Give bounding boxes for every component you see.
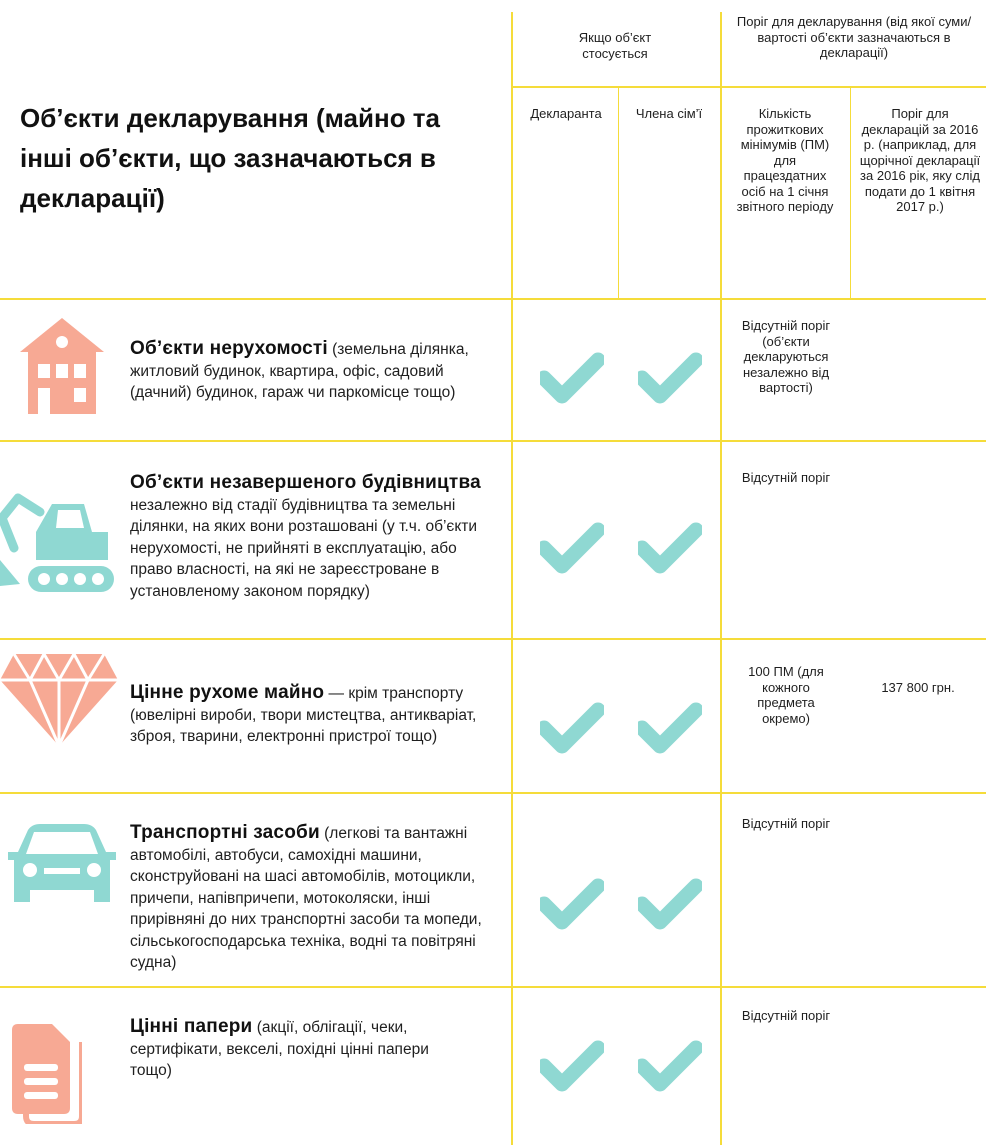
declarant-check-icon [540, 1040, 604, 1092]
header-col-pm: Кількість прожиткових мінімумів (ПМ) для працездатних осіб на 1 січня звітного періоду [736, 106, 834, 214]
family-check-icon [638, 878, 702, 930]
family-check-icon [638, 702, 702, 754]
grid-hline-2 [0, 638, 986, 640]
document-icon [12, 1024, 82, 1124]
header-col-2016: Поріг для декларацій за 2016 р. (наприклад, для щорічної декларації за 2016 рік, яку слід подати до 1 квітня 2017 р.) [859, 106, 981, 214]
row-securities-text [130, 1016, 430, 1082]
row-valuables-text [130, 682, 502, 748]
header-if-object-relates: Якщо об’єкт стосується [578, 30, 652, 61]
grid-hline-4 [0, 986, 986, 988]
header-col-family: Члена сім’ї [635, 106, 703, 121]
row-vehicles-name: Транспортні засоби [130, 822, 320, 843]
grid-vline-1 [511, 12, 513, 1145]
row-vehicles-pm: Відсутній поріг [741, 816, 831, 831]
row-valuables-desc: — крім транспорту (ювелірні вироби, твори мистецтва, антикваріат, зброя, тварини, електронні пристрої тощо) [130, 685, 477, 745]
row-valuables-2016: 137 800 грн. [881, 680, 955, 695]
row-real-estate-text [130, 338, 502, 404]
row-construction-text [130, 472, 502, 602]
grid-hline-3 [0, 792, 986, 794]
declarant-check-icon [540, 522, 604, 574]
grid-vline-3 [720, 12, 722, 1145]
grid-vline-4 [850, 88, 851, 298]
house-icon [20, 318, 104, 414]
grid-hline-1 [0, 440, 986, 442]
diamond-icon [0, 650, 118, 746]
family-check-icon [638, 1040, 702, 1092]
family-check-icon [638, 352, 702, 404]
row-vehicles-text [130, 822, 502, 974]
car-icon [4, 822, 120, 906]
row-construction-desc: незалежно від стадії будівництва та земельні ділянки, на яких вони розташовані (у т.ч. об’єкти нерухомості, не прийняті в експлуатацію, або право власності, на які не зареєстроване в установленому законом порядку) [130, 496, 478, 600]
header-threshold-group: Поріг для декларування (від якої суми/вартості об’єкти зазначаються в декларації) [736, 14, 972, 60]
page-title: Об’єкти декларування (майно та інші об’єкти, що зазначаються в декларації) [20, 103, 440, 213]
row-vehicles-desc: (легкові та вантажні автомобілі, автобуси, самохідні машини, сконструйовані на шасі автомобілів, мотоцикли, причепи, напівпричепи, мотоколяски, інші прирівняні до них транспортні засоби та мопеди, сільськогосподарська техніка, водні та повітряні судна) [130, 825, 482, 971]
row-securities-pm: Відсутній поріг [741, 1008, 831, 1023]
row-valuables-pm: 100 ПМ (для кожного предмета окремо) [748, 664, 824, 726]
declarant-check-icon [540, 878, 604, 930]
row-construction-pm: Відсутній поріг [741, 470, 831, 485]
row-construction-name: Об’єкти незавершеного будівництва [130, 472, 481, 493]
row-real-estate-desc: (земельна ділянка, житловий будинок, квартира, офіс, садовий (дачний) будинок, гараж чи паркомісце тощо) [130, 341, 469, 401]
header-col-declarant: Декларанта [530, 106, 602, 121]
grid-hline-0 [0, 298, 986, 300]
declarant-check-icon [540, 352, 604, 404]
family-check-icon [638, 522, 702, 574]
declarant-check-icon [540, 702, 604, 754]
excavator-icon [0, 478, 118, 602]
grid-vline-2 [618, 88, 619, 298]
row-securities-desc: (акції, облігації, чеки, сертифікати, векселі, похідні цінні папери тощо) [130, 1019, 429, 1079]
row-securities-name: Цінні папери [130, 1016, 253, 1037]
row-valuables-name: Цінне рухоме майно [130, 682, 325, 703]
row-real-estate-name: Об’єкти нерухомості [130, 338, 328, 359]
grid-hline-header-split [511, 86, 986, 88]
row-real-estate-pm: Відсутній поріг (об’єкти декларуються незалежно від вартості) [741, 318, 831, 395]
